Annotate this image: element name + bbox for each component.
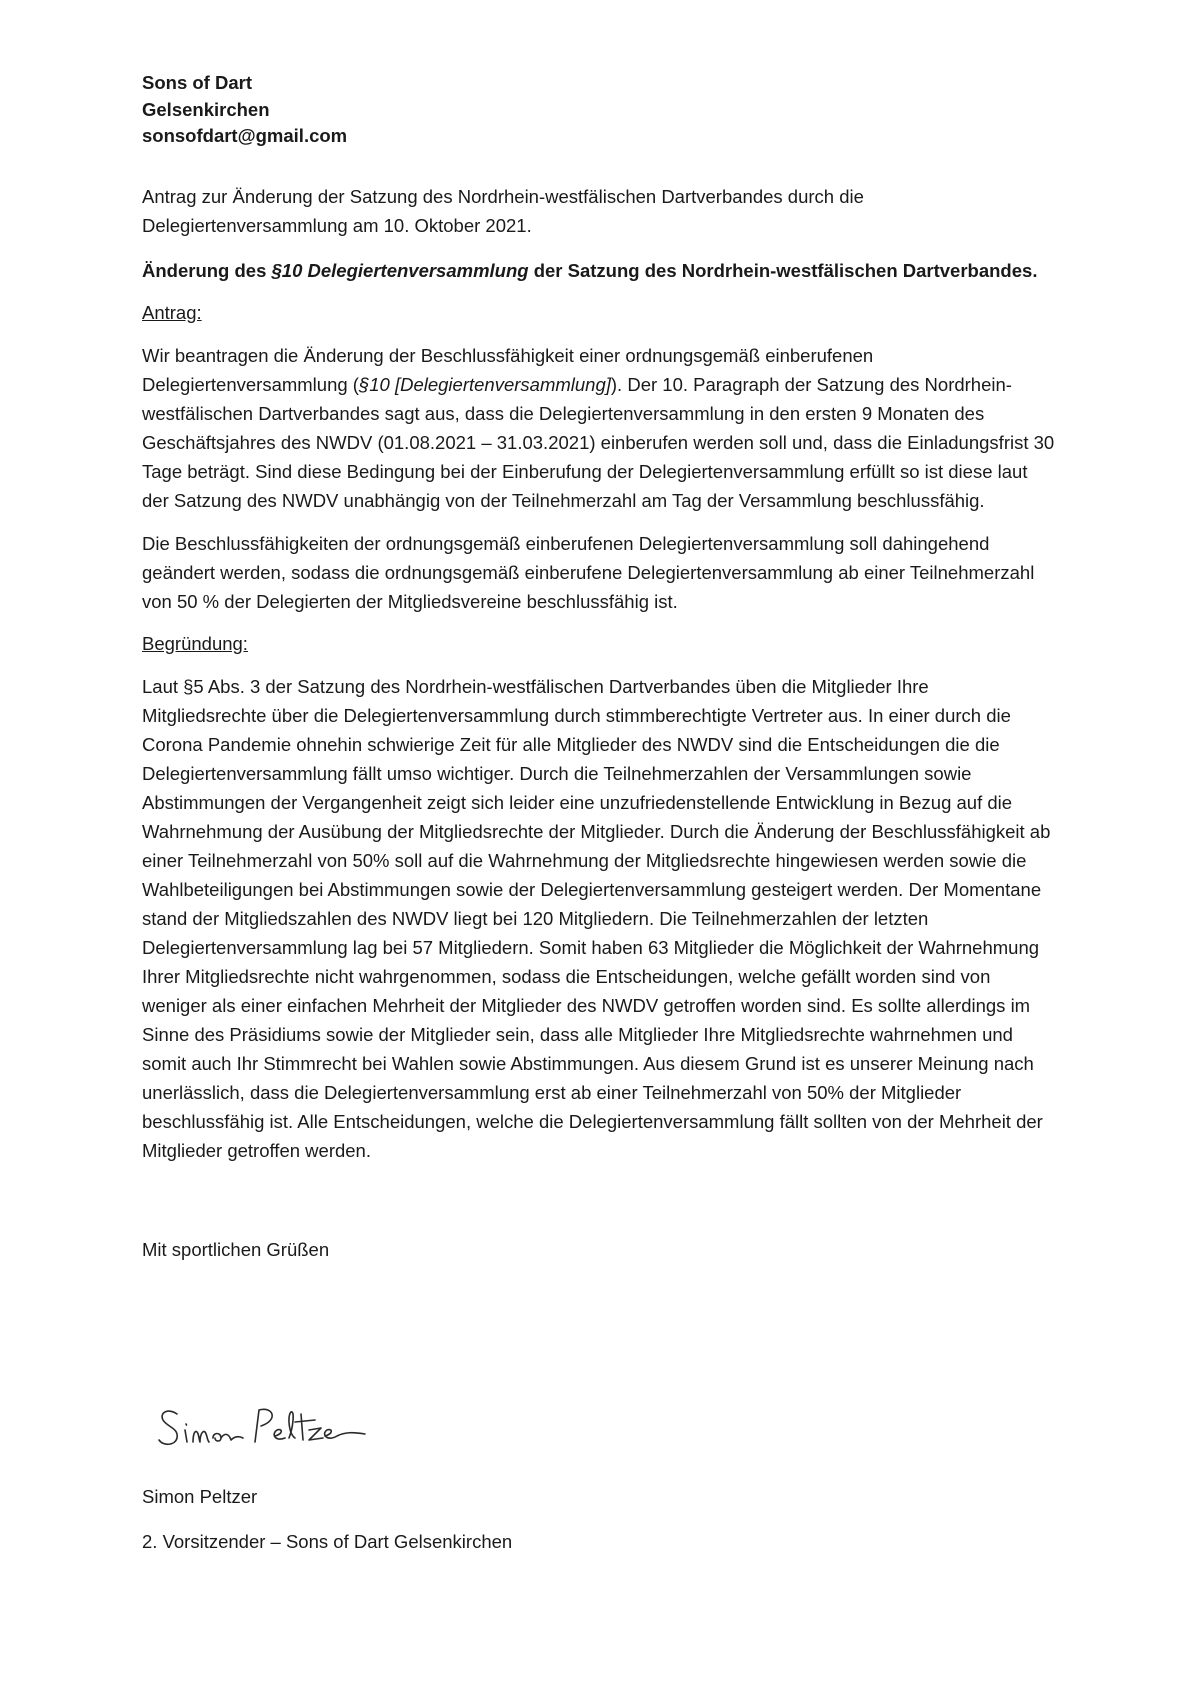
intro-text: Antrag zur Änderung der Satzung des Nordrhein-westfälischen Dartverbandes durch die Delegiertenversammlung am 10. Oktober 2021. — [142, 185, 864, 236]
antrag-paragraph-1 — [142, 341, 1057, 515]
letter-body — [142, 70, 1057, 1264]
antrag-p1-post: ). Der 10. Paragraph der Satzung des Nordrhein-westfälischen Dartverbandes sagt aus, dass die Delegiertenversammlung in den ersten 9 Monaten des Geschäftsjahres des NWDV (01.08.2021 – 31.03.2021) einberufen werden soll und, dass die Einladungsfrist 30 Tage beträgt. Sind diese Bedingung bei der Einberufung der Delegiertenversammlung erfüllt so ist diese laut der Satzung des NWDV unabhängig von der Teilnehmerzahl am Tag der Versammlung beschlussfähig. — [142, 373, 1055, 511]
begruendung-label: Begründung: — [142, 632, 248, 654]
handwritten-signature — [155, 1400, 385, 1460]
heading-pre: Änderung des — [142, 259, 272, 281]
antrag-p1-pre: Wir beantragen die Änderung der Beschlussfähigkeit einer ordnungsgemäß einberufenen Delegiertenversammlung ( — [142, 344, 874, 395]
sender-name: Sons of Dart — [142, 72, 252, 93]
motion-heading — [142, 256, 1057, 285]
heading-italic: §10 Delegiertenversammlung — [271, 259, 529, 281]
heading-post: der Satzung des Nordrhein-westfälischen Dartverbandes. — [528, 259, 1038, 281]
antrag-label: Antrag: — [142, 301, 202, 323]
closing-greeting: Mit sportlichen Grüßen — [142, 1238, 330, 1260]
signer-name: Simon Peltzer — [142, 1486, 258, 1507]
begruendung-paragraph: Laut §5 Abs. 3 der Satzung des Nordrhein-westfälischen Dartverbandes üben die Mitglieder Ihre Mitgliedsrechte über die Delegiertenversammlung durch stimmberechtigte Vertreter aus. In einer durch die Corona Pandemie ohnehin schwierige Zeit für alle Mitglieder des NWDV sind die Entscheidungen die die Delegiertenversammlung fällt umso wichtiger. Durch die Teilnehmerzahlen der Versammlungen sowie Abstimmungen der Vergangenheit zeigt sich leider eine unzufriedenstellende Entwicklung in Bezug auf die Wahrnehmung der Ausübung der Mitgliedsrechte der Mitglieder. Durch die Änderung der Beschlussfähigkeit ab einer Teilnehmerzahl von 50% soll auf die Wahrnehmung der Mitgliedsrechte hingewiesen werden sowie die Wahlbeteiligungen bei Abstimmungen sowie der Delegiertenversammlung gesteigert werden. Der Momentane stand der Mitgliedszahlen des NWDV liegt bei 120 Mitgliedern. Die Teilnehmerzahlen der letzten Delegiertenversammlung lag bei 57 Mitgliedern. Somit haben 63 Mitglieder die Möglichkeit der Wahrnehmung Ihrer Mitgliedsrechte nicht wahrgenommen, sodass die Entscheidungen, welche gefällt worden sind von weniger als einer einfachen Mehrheit der Mitglieder des NWDV getroffen worden sind. Es sollte allerdings im Sinne des Präsidiums sowie der Mitglieder sein, dass alle Mitglieder Ihre Mitgliedsrechte wahrnehmen und somit auch Ihr Stimmrecht bei Wahlen sowie Abstimmungen. Aus diesem Grund ist es unserer Meinung nach unerlässlich, dass die Delegiertenversammlung erst ab einer Teilnehmerzahl von 50% der Mitglieder beschlussfähig ist. Alle Entscheidungen, welche die Delegiertenversammlung fällt sollten von der Mehrheit der Mitglieder getroffen werden. — [142, 675, 1051, 1161]
antrag-paragraph-2: Die Beschlussfähigkeiten der ordnungsgemäß einberufenen Delegiertenversammlung soll dahingehend geändert werden, sodass die ordnungsgemäß einberufene Delegiertenversammlung ab einer Teilnehmerzahl von 50 % der Delegierten der Mitgliedsvereine beschlussfähig ist. — [142, 532, 1035, 612]
antrag-p1-italic: §10 [Delegiertenversammlung] — [358, 373, 611, 395]
sender-email: sonsofdart@gmail.com — [142, 125, 348, 146]
sender-city: Gelsenkirchen — [142, 98, 270, 120]
signer-role: 2. Vorsitzender – Sons of Dart Gelsenkirchen — [142, 1531, 513, 1552]
sender-block — [142, 70, 1057, 150]
